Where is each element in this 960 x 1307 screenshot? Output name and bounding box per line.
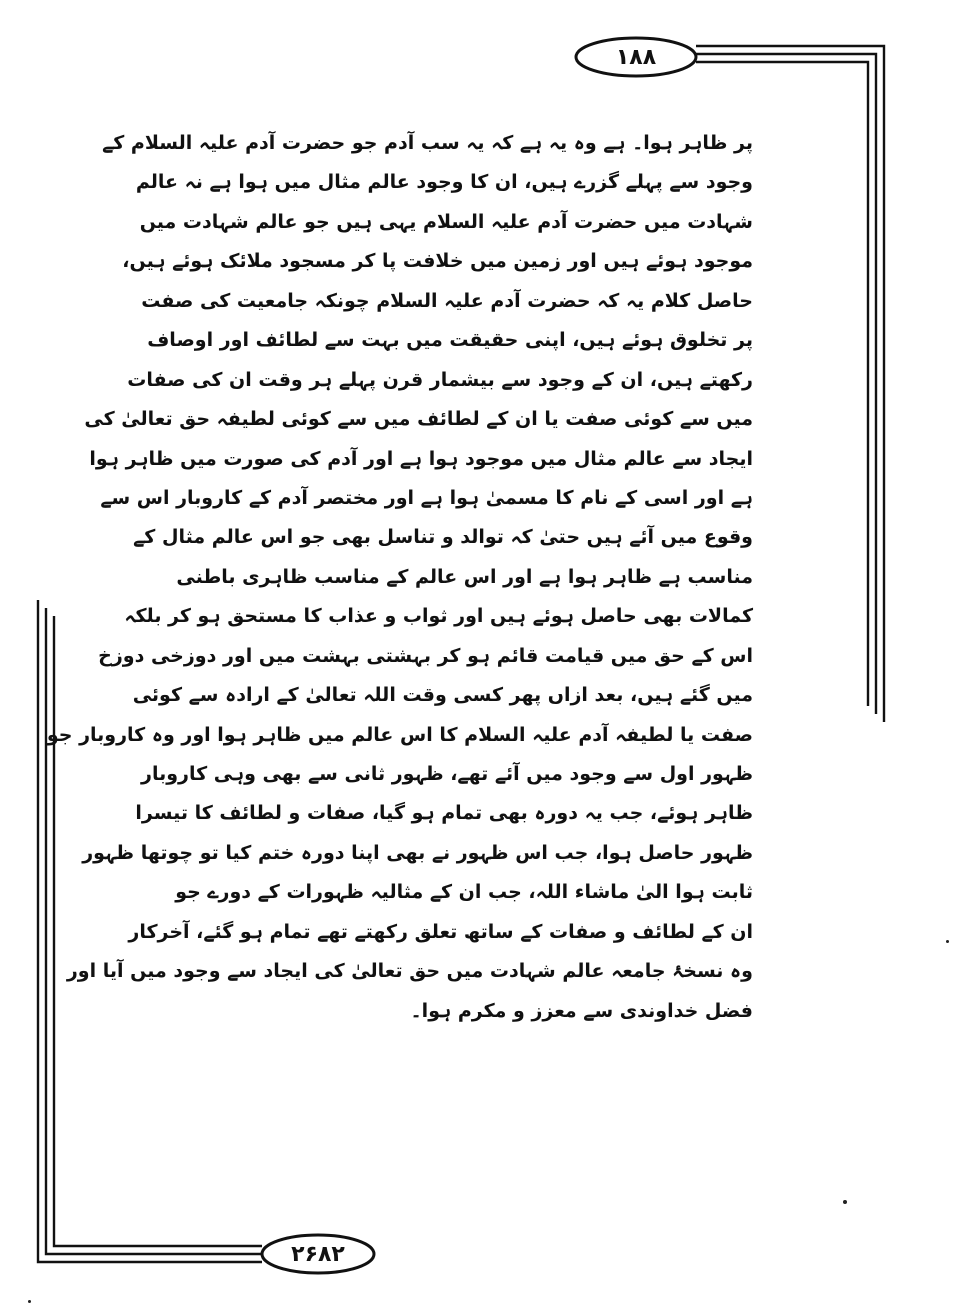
page-number-top: ۱۸۸ — [615, 44, 657, 70]
text-line: پر تخلوق ہوئے ہیں، اپنی حقیقت میں بہت سے لطائف اور اوصاف — [147, 329, 753, 352]
text-line: حاصل کلام یہ کہ حضرت آدم علیہ السلام چونکہ جامعیت کی صفت — [141, 289, 753, 312]
text-line: موجود ہوئے ہیں اور زمین میں خلافت پا کر مسجود ملائک ہوئے ہیں، — [122, 250, 753, 273]
text-line: ہے اور اسی کے نام کا مسمیٰ ہوا ہے اور مختصر آدم کے کاروبار اس سے — [100, 486, 753, 509]
text-line: میں سے کوئی صفت یا ان کے لطائف میں سے کوئی لطیفہ حق تعالیٰ کی — [84, 408, 753, 431]
text-line: اس کے حق میں قیامت قائم ہو کر بہشتی بہشت میں اور دوزخی دوزخ — [98, 644, 753, 667]
scan-speck — [946, 940, 949, 943]
text-line: پر ظاہر ہوا۔ ہے وہ یہ ہے کہ یہ سب آدم جو حضرت آدم علیہ السلام کے — [102, 132, 753, 154]
text-line: شہادت میں حضرت آدم علیہ السلام یہی ہیں جو عالم شہادت میں — [139, 210, 753, 233]
text-line: ظہور حاصل ہوا، جب اس ظہور نے بھی اپنا دورہ ختم کیا تو چوتھا ظہور — [82, 841, 753, 864]
page-number-bottom: ۲۶۸۲ — [291, 1241, 345, 1267]
text-line: صفت یا لطیفہ آدم علیہ السلام کا اس عالم میں ظاہر ہوا اور وہ کاروبار جو — [46, 723, 753, 746]
scan-speck — [843, 1200, 847, 1204]
text-line: ظہور اول سے وجود میں آئے تھے، ظہور ثانی سے بھی وہی کاروبار — [141, 763, 753, 785]
text-line: وہ نسخۂ جامعہ عالم شہادت میں حق تعالیٰ کی ایجاد سے وجود میں آیا اور — [66, 960, 753, 983]
text-line: میں گئے ہیں، بعد ازاں پھر کسی وقت اللہ تعالیٰ کے ارادہ سے کوئی — [132, 684, 753, 707]
text-line: فضل خداوندی سے معزز و مکرم ہوا۔ — [410, 999, 753, 1022]
body-text — [46, 124, 753, 1031]
text-line: ان کے لطائف و صفات کے ساتھ تعلق رکھتے تھے تمام ہو گئے، آخرکار — [128, 920, 753, 943]
text-line: کمالات بھی حاصل ہوئے ہیں اور ثواب و عذاب کا مستحق ہو کر بلکہ — [124, 605, 753, 628]
text-line: وجود سے پہلے گزرے ہیں، ان کا وجود عالم مثال میں ہوا ہے نہ عالم — [135, 171, 753, 194]
scan-speck — [28, 1300, 31, 1303]
text-line: ثابت ہوا الیٰ ماشاء اللہ، جب ان کے مثالیہ ظہورات کے دورے جو — [175, 881, 753, 904]
text-line: ظاہر ہوئے، جب یہ دورہ بھی تمام ہو گیا، صفات و لطائف کا تیسرا — [135, 802, 753, 825]
text-line: رکھتے ہیں، ان کے وجود سے بیشمار قرن پہلے ہر وقت ان کی صفات — [127, 368, 753, 391]
text-line: مناسب ہے ظاہر ہوا ہے اور اس عالم کے مناسب ظاہری باطنی — [176, 565, 753, 588]
text-line: ایجاد سے عالم مثال میں موجود ہوا ہے اور آدم کی صورت میں ظاہر ہوا — [89, 447, 753, 470]
text-line: وقوع میں آئے ہیں حتیٰ کہ توالد و تناسل بھی جو اس عالم مثال کے — [133, 526, 753, 549]
